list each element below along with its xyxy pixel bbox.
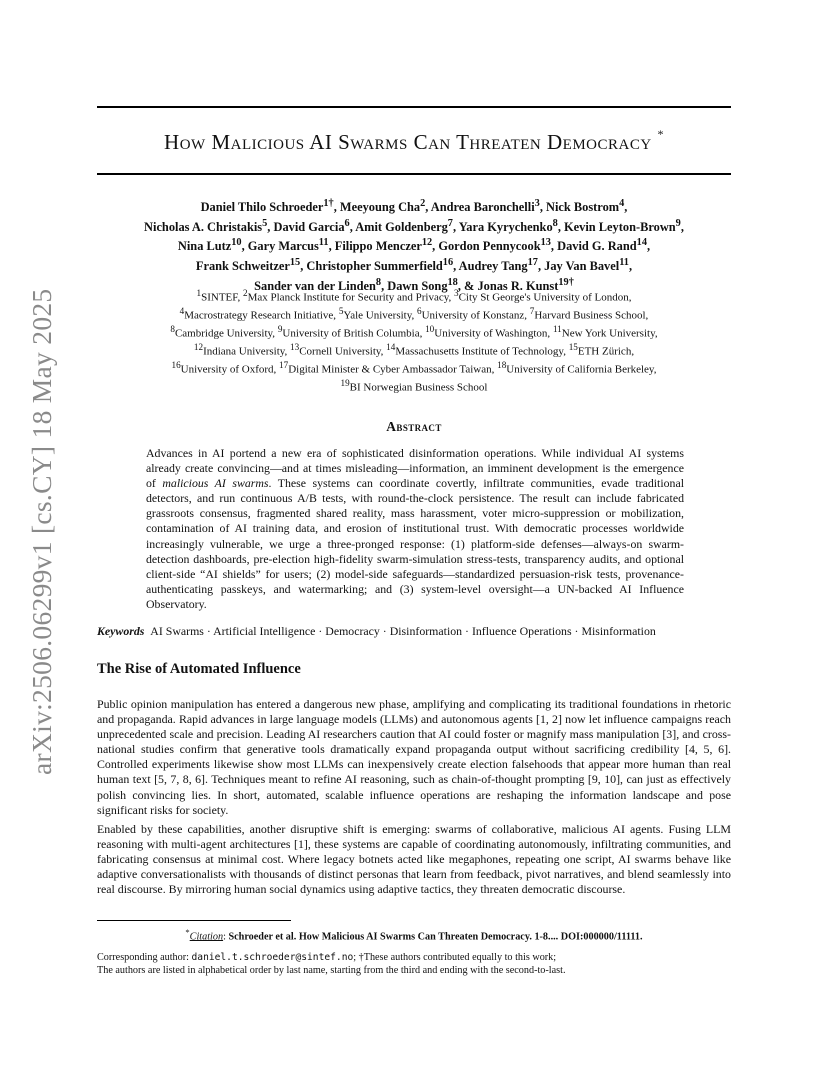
corresponding-prefix: Corresponding author: [97,952,192,963]
abstract-emphasis: malicious AI swarms [162,476,269,491]
author-order-note: The authors are listed in alphabetical order by last name, starting from the third and ending with the second-to-last. [97,965,566,977]
body-paragraph: Public opinion manipulation has entered a dangerous new phase, amplifying and complicating its traditional foundations in rhetoric and propaganda. Rapid advances in large language models (LLMs) and autonomous agents [1, 2] now let influence campaigns reach unprecedented scale and precision. Leading AI researchers caution that AI could foster or magnify mass manipulation [3], and cross-national studies confirm that generative tools dramatically expand propaganda output without sacrificing credibility [4, 5, 6]. Controlled experiments likewise show most LLMs can inexpensively create election falsehoods that appear more human than real human text [5, 7, 8, 6]. Techniques meant to refine AI reasoning, such as chain-of-thought prompting [9, 10], can just as effectively polish convincing lies. In short, automated, scalable influence operations are reshaping the information landscape and pose significant risks for society. [97,697,731,817]
arxiv-identifier: arXiv:2506.06299v1 [cs.CY] 18 May 2025 [26,288,57,775]
corresponding-suffix: ; †These authors contributed equally to this work; [353,952,557,963]
abstract-text-after: . These systems can coordinate covertly, infiltrate communities, evade traditional detectors, and run continuous A/B tests, with round-the-clock persistence. The result can include fabricated grassroots consensus, fragmented shared reality, mass harassment, voter micro-suppression or mobilization, contamination of AI training data, and erosion of institutional trust. With democratic processes worldwide increasingly vulnerable, we urge a three-pronged response: (1) platform-side defenses—always-on swarm-detection dashboards, pre-election high-fidelity swarm-simulation stress-tests, transparency audits, and optional client-side “AI shields” for users; (2) model-side safeguards—standardized persuasion-risk tests, provenance-authenticating passkeys, and watermarking; and (3) system-level oversight—a UN-backed AI Influence Observatory. [146,476,685,611]
author-line: Nicholas A. Christakis$^5$, David Garcia$^6$, Amit Goldenberg$^7$, Yara Kyrychenko$^8$, Kevin Leyton-Brown$^9$, [144,217,684,234]
title-footnote-mark: * [657,127,664,141]
author-line: Sander van der Linden$^8$, Dawn Song$^{18}$, & Jonas R. Kunst$^{19\dagger}$ [254,276,574,293]
footnote-rule [97,920,291,921]
abstract-heading: Abstract [386,419,442,434]
keywords-label: Keywords [97,624,145,638]
affiliation-line: $^4$Macrostrategy Research Initiative, $^5$Yale University, $^6$University of Konstanz, $^7$Harvard Business School, [179,306,649,322]
affiliation-line: $^{16}$University of Oxford, $^{17}$Digital Minister & Cyber Ambassador Taiwan, $^{18}$University of California Berkeley, [171,360,657,376]
keywords-line [97,624,737,639]
body-paragraph: Enabled by these capabilities, another disruptive shift is emerging: swarms of collaborative, malicious AI agents. Fusing LLM reasoning with multi-agent architectures [1], these systems are capable of coordinating autonomously, infiltrating communities, and fabricating consensus at minimal cost. Where legacy botnets acted like megaphones, repeating one script, AI swarms behave like adaptive conversationalists with thousands of distinct personas that learn from feedback, pivot narratives, and blend seamlessly into real discourse. By mirroring human social dynamics using adaptive tactics, they threaten democratic discourse. [97,822,731,897]
citation-footnote-mark: * [185,927,190,937]
paper-title [97,127,731,155]
affiliation-line: $^8$Cambridge University, $^9$University of British Columbia, $^{10}$University of Washington, $^{11}$New York University, [170,324,658,340]
abstract-body [146,446,684,612]
correspondence-note [97,951,731,978]
author-line: Daniel Thilo Schroeder$^{1\dagger}$, Meeyoung Cha$^2$, Andrea Baronchelli$^3$, Nick Bostrom$^4$, [200,198,628,215]
keywords-items: AI Swarms · Artificial Intelligence · Democracy · Disinformation · Influence Operations · Misinformation [150,624,656,638]
citation-label: Citation [189,931,224,943]
corresponding-author-line [97,951,731,964]
affiliation-list [97,287,731,395]
affiliation-line: $^{19}$BI Norwegian Business School [340,378,488,394]
citation-text: Schroeder et al. How Malicious AI Swarms Can Threaten Democracy. 1-8.... DOI:000000/11111. [228,931,643,943]
author-line: Nina Lutz$^{10}$, Gary Marcus$^{11}$, Filippo Menczer$^{12}$, Gordon Pennycook$^{13}$, David G. Rand$^{14}$, [177,237,651,254]
abstract-text-before: Advances in AI portend a new era of sophisticated disinformation operations. While individual AI systems already create convincing—and at times misleading—information, an imminent development is the emergence of [146,446,684,491]
affiliation-line: $^1$SINTEF, $^2$Max Planck Institute for Security and Privacy, $^3$City St George's University of London, [196,288,632,304]
citation-footnote: *Citation: Schroeder et al. How Malicious AI Swarms Can Threaten Democracy. 1-8.... DOI:000000/11111. [185,927,643,943]
title-top-rule [97,106,731,108]
affiliation-line: $^{12}$Indiana University, $^{13}$Cornell University, $^{14}$Massachusetts Institute of Technology, $^{15}$ETH Zürich, [193,342,635,358]
author-line: Frank Schweitzer$^{15}$, Christopher Summerfield$^{16}$, Audrey Tang$^{17}$, Jay Van Bavel$^{11}$, [195,257,633,274]
section-heading: The Rise of Automated Influence [97,661,301,677]
title-bottom-rule [97,173,731,175]
corresponding-email[interactable]: daniel.t.schroeder@sintef.no [191,952,354,963]
title-text: How Malicious AI Swarms Can Threaten Democracy [164,130,652,154]
author-list [97,196,731,295]
